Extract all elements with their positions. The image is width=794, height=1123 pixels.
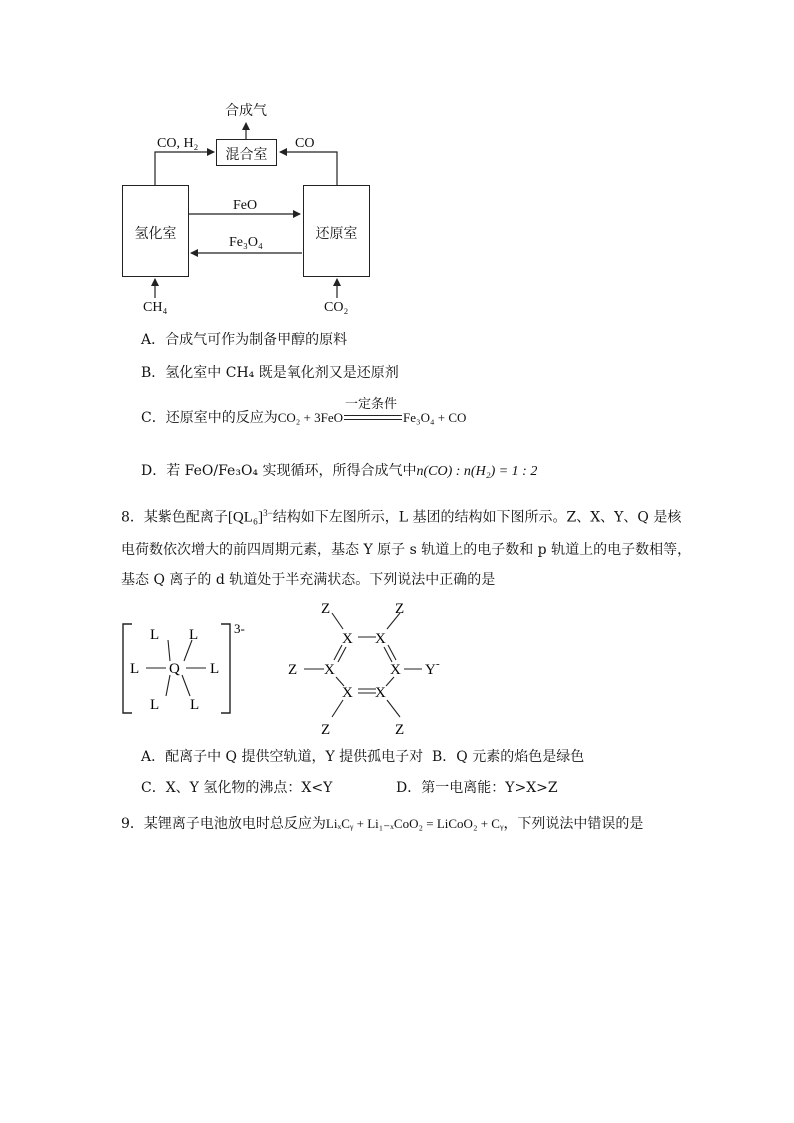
co2-label: CO₂ — [324, 300, 349, 315]
reduce-room-label: 还原室 — [315, 226, 358, 242]
syngas-label: 合成气 — [225, 103, 267, 119]
ring-z-top-left: Z — [321, 601, 331, 617]
ring-x-bottom-right: X — [375, 685, 386, 701]
q7-option-c-condition: 一定条件 — [345, 397, 398, 412]
q9-stem-b: ，下列说法中错误的是 — [503, 816, 644, 832]
ligand-ring-structure — [280, 600, 470, 740]
feo-label: FeO — [233, 198, 258, 213]
ring-z-bottom-left: Z — [321, 722, 331, 738]
q8-option-d: D．第一电离能：Y>X>Z — [396, 780, 558, 796]
ring-z-left: Z — [288, 662, 298, 678]
hydro-room-box — [122, 185, 189, 277]
complex-ligand-bottom-right: L — [190, 697, 200, 713]
q8-option-a: A．配离子中 Q 提供空轨道，Y 提供孤电子对 — [141, 749, 424, 765]
flow-diagram — [0, 0, 794, 330]
q8-line-2: 电荷数依次增大的前四周期元素，基态 Y 原子 s 轨道上的电子数和 p 轨道上的电子数相等， — [121, 542, 692, 558]
reduce-room-box — [303, 185, 370, 277]
complex-ligand-left: L — [130, 661, 140, 677]
q7-option-c-double-line — [344, 415, 402, 420]
q8-line-1 — [121, 504, 681, 527]
ring-x-top-left: X — [342, 631, 353, 647]
q7-option-c-arrow — [343, 397, 403, 427]
q8-line-3: 基态 Q 离子的 d 轨道处于半充满状态。下列说法中正确的是 — [121, 572, 496, 588]
mix-room-label: 混合室 — [225, 147, 268, 163]
ch4-label: CH₄ — [143, 300, 168, 315]
q7-option-d-text: D．若 FeO/Fe₃O₄ 实现循环，所得合成气中 — [141, 463, 417, 479]
q7-option-c-rhs: Fe₃O₄ + CO — [403, 410, 467, 425]
hydro-room-label: 氢化室 — [134, 226, 177, 242]
q8-line-1b: 结构如下左图所示，L 基团的结构如下图所示。Z、X、Y、Q 是核 — [272, 509, 682, 526]
complex-ligand-right: L — [210, 661, 220, 677]
complex-ligand-bottom-left: L — [150, 697, 160, 713]
q7-option-c-text: C．还原室中的反应为 — [141, 410, 278, 426]
ring-x-left: X — [324, 662, 335, 678]
q8-option-c: C．X、Y 氢化物的沸点：X<Y — [141, 780, 333, 796]
q9-equation: LiₓCᵧ + Li₁₋ₓCoO₂ = LiCoO₂ + Cᵧ — [325, 816, 504, 831]
q7-option-c — [141, 397, 467, 427]
ring-y-charge: - — [436, 658, 440, 670]
ring-z-bottom-right: Z — [395, 722, 405, 738]
q7-option-b: B．氢化室中 CH₄ 既是氧化剂又是还原剂 — [141, 365, 399, 381]
complex-ligand-top-left: L — [150, 627, 160, 643]
co-h2-label: CO, H₂ — [157, 136, 199, 151]
q7-option-d-math: n(CO) : n(H₂) = 1 : 2 — [416, 464, 538, 479]
ring-x-bottom-left: X — [342, 685, 353, 701]
complex-charge: 3- — [234, 621, 245, 636]
flow-diagram-lines — [0, 0, 794, 330]
mix-room-box — [216, 139, 277, 166]
ring-x-top-right: X — [375, 631, 386, 647]
q8-line-1a: 8．某紫色配离子 — [121, 509, 228, 526]
co-label: CO — [295, 136, 315, 151]
ring-y: Y — [425, 662, 436, 678]
q9-stem — [121, 815, 643, 833]
q7-option-d — [141, 462, 537, 481]
q7-option-a: A．合成气可作为制备甲醇的原料 — [141, 332, 348, 348]
complex-ion-structure — [118, 618, 278, 723]
ring-x-right: X — [390, 662, 401, 678]
q7-option-c-lhs: CO₂ + 3FeO — [277, 410, 344, 425]
q8-option-b: B．Q 元素的焰色是绿色 — [432, 749, 585, 765]
complex-center-q: Q — [169, 661, 180, 677]
ring-z-top-right: Z — [395, 601, 405, 617]
q8-ion-formula: [QL₆] — [227, 509, 264, 526]
q8-ion-charge: 3− — [263, 508, 273, 518]
complex-ligand-top-right: L — [189, 627, 199, 643]
fe3o4-label: Fe₃O₄ — [229, 235, 263, 250]
q9-stem-a: 9．某锂离子电池放电时总反应为 — [121, 816, 326, 832]
